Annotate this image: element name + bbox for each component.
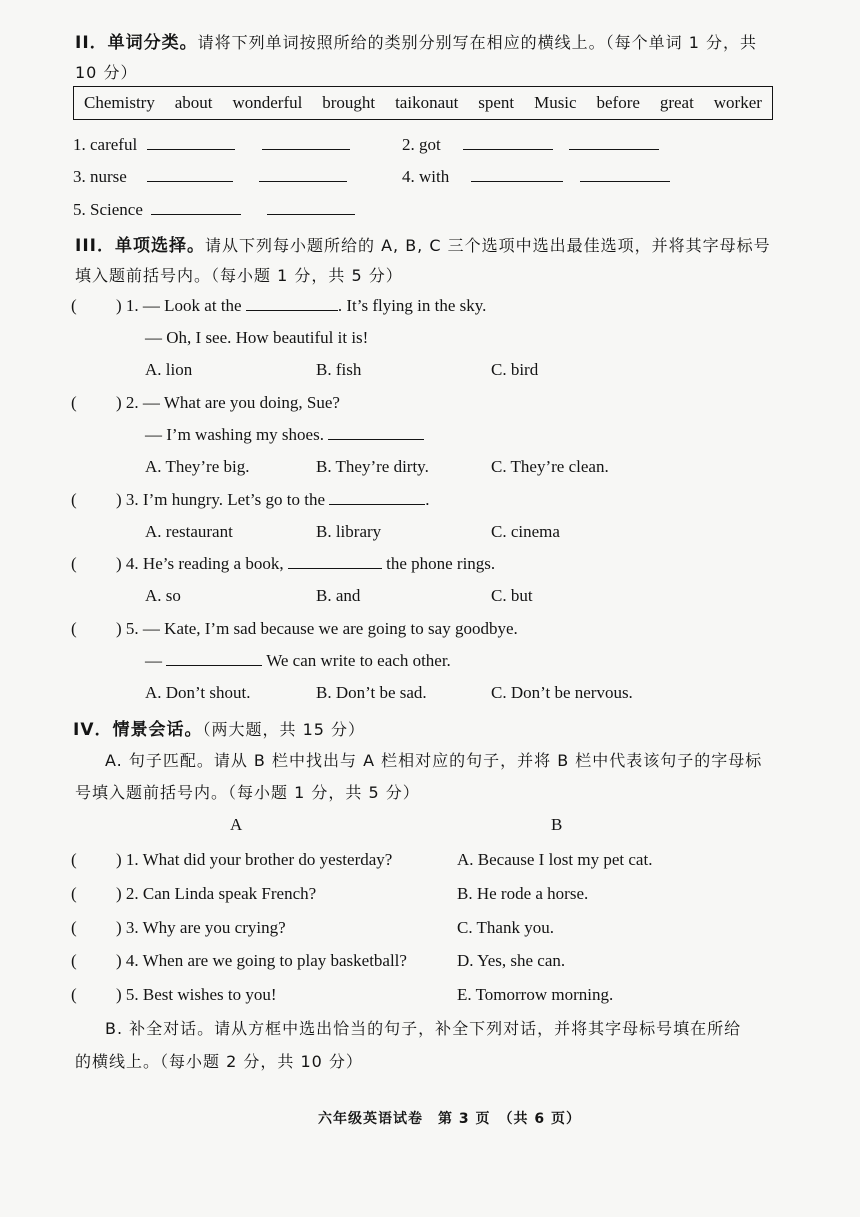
sec4-title-suffix: （两大题，共 15 分）	[202, 720, 366, 739]
match-left-1: ) 1. What did your brother do yesterday?	[116, 850, 393, 869]
sec2-instruction-text: 请将下列单词按照所给的类别分别写在相应的横线上。（每个单词 1 分，共	[197, 33, 758, 52]
answer-blank[interactable]	[328, 425, 424, 440]
sec4-title: IV．情景会话。	[73, 720, 203, 740]
sec4-title-line	[73, 715, 365, 740]
category-5	[73, 200, 355, 220]
match-left-3: ) 3. Why are you crying?	[116, 918, 286, 937]
answer-paren[interactable]: (	[71, 393, 77, 412]
category-3	[73, 167, 347, 187]
q3-option-b[interactable]: B. library	[316, 522, 382, 541]
page-footer: 六年级英语试卷 第 3 页 （共 6 页）	[318, 1111, 581, 1127]
q1-option-a[interactable]: A. lion	[145, 360, 193, 379]
q5-stem: ) 5. — Kate, I’m sad because we are going to say goodbye.	[116, 619, 518, 638]
q4-option-c[interactable]: C. but	[491, 586, 533, 605]
answer-paren[interactable]: (	[71, 884, 77, 903]
answer-blank[interactable]	[288, 554, 382, 569]
q1-option-b[interactable]: B. fish	[316, 360, 362, 379]
category-label: 1. careful	[73, 135, 138, 154]
answer-paren[interactable]: (	[71, 296, 77, 315]
q3-option-a[interactable]: A. restaurant	[145, 522, 233, 541]
answer-blank[interactable]	[259, 167, 347, 182]
answer-paren[interactable]: (	[71, 951, 77, 970]
match-left-5: ) 5. Best wishes to you!	[116, 985, 277, 1004]
q2-reply-text: — I’m washing my shoes.	[145, 425, 324, 444]
match-right-c: C. Thank you.	[457, 918, 554, 937]
answer-paren[interactable]: (	[71, 918, 77, 937]
q1-stem	[116, 296, 486, 316]
answer-paren[interactable]: (	[71, 619, 77, 638]
q2-stem: ) 2. — What are you doing, Sue?	[116, 393, 340, 412]
q2-option-a[interactable]: A. They’re big.	[145, 457, 250, 476]
q4-text-end: the phone rings.	[386, 554, 496, 573]
q5-reply	[145, 651, 451, 671]
column-b-header: B	[551, 815, 563, 834]
category-label: 5. Science	[73, 200, 143, 219]
sec2-title: II．单词分类。	[75, 33, 198, 53]
word: before	[596, 93, 640, 112]
q5-option-b[interactable]: B. Don’t be sad.	[316, 683, 427, 702]
word: brought	[322, 93, 376, 112]
q5-option-a[interactable]: A. Don’t shout.	[145, 683, 251, 702]
word: about	[174, 93, 213, 112]
match-right-e: E. Tomorrow morning.	[457, 985, 614, 1004]
word: Chemistry	[84, 93, 155, 112]
q5-option-c[interactable]: C. Don’t be nervous.	[491, 683, 633, 702]
answer-blank[interactable]	[463, 135, 553, 150]
word: spent	[478, 93, 515, 112]
q2-reply	[145, 425, 424, 445]
q4-stem	[116, 554, 495, 574]
q2-option-b[interactable]: B. They’re dirty.	[316, 457, 429, 476]
answer-blank[interactable]	[267, 200, 355, 215]
category-2	[402, 135, 659, 155]
match-right-b: B. He rode a horse.	[457, 884, 589, 903]
answer-paren[interactable]: (	[71, 985, 77, 1004]
word: taikonaut	[395, 93, 459, 112]
sec4a-instruction-line1: A. 句子匹配。请从 B 栏中找出与 A 栏相对应的句子，并将 B 栏中代表该句子的字母标	[105, 751, 763, 770]
answer-blank[interactable]	[569, 135, 659, 150]
word: Music	[534, 93, 577, 112]
match-left-2: ) 2. Can Linda speak French?	[116, 884, 317, 903]
match-right-a: A. Because I lost my pet cat.	[457, 850, 653, 869]
q3-text-end: .	[425, 490, 430, 509]
sec3-instruction-line1	[75, 231, 771, 256]
q3-option-c[interactable]: C. cinema	[491, 522, 560, 541]
answer-blank[interactable]	[580, 167, 670, 182]
q5-reply-text: We can write to each other.	[266, 651, 451, 670]
answer-blank[interactable]	[471, 167, 563, 182]
answer-paren[interactable]: (	[71, 850, 77, 869]
q5-dash: —	[145, 651, 162, 670]
answer-paren[interactable]: (	[71, 490, 77, 509]
word: great	[659, 93, 694, 112]
q1-text: ) 1. — Look at the	[116, 296, 242, 315]
sec3-title: III．单项选择。	[75, 236, 205, 256]
q1-text-end: . It’s flying in the sky.	[337, 296, 487, 315]
match-right-d: D. Yes, she can.	[457, 951, 566, 970]
word: wonderful	[232, 93, 303, 112]
answer-blank[interactable]	[166, 651, 262, 666]
answer-blank[interactable]	[151, 200, 241, 215]
q3-text: ) 3. I’m hungry. Let’s go to the	[116, 490, 325, 509]
sec2-instruction-line1	[75, 28, 757, 53]
column-a-header: A	[230, 815, 243, 834]
answer-paren[interactable]: (	[71, 554, 77, 573]
q1-option-c[interactable]: C. bird	[491, 360, 539, 379]
q3-stem	[116, 490, 430, 510]
q4-option-a[interactable]: A. so	[145, 586, 181, 605]
q2-option-c[interactable]: C. They’re clean.	[491, 457, 609, 476]
q1-reply: — Oh, I see. How beautiful it is!	[145, 328, 369, 347]
word: worker	[713, 93, 762, 112]
category-4	[402, 167, 670, 187]
answer-blank[interactable]	[246, 296, 338, 311]
answer-blank[interactable]	[262, 135, 350, 150]
answer-blank[interactable]	[147, 135, 235, 150]
sec3-instruction-text: 请从下列每小题所给的 A, B, C 三个选项中选出最佳选项，并将其字母标号	[204, 236, 771, 255]
category-label: 2. got	[402, 135, 441, 154]
sec2-instruction-line2: 10 分）	[75, 63, 138, 82]
q4-option-b[interactable]: B. and	[316, 586, 361, 605]
sec4a-instruction-line2: 号填入题前括号内。（每小题 1 分，共 5 分）	[75, 783, 420, 802]
category-label: 4. with	[402, 167, 450, 186]
category-1	[73, 135, 350, 155]
q4-text: ) 4. He’s reading a book,	[116, 554, 284, 573]
sec4b-instruction-line2: 的横线上。（每小题 2 分，共 10 分）	[75, 1052, 363, 1071]
category-label: 3. nurse	[73, 167, 127, 186]
sec3-instruction-line2: 填入题前括号内。（每小题 1 分，共 5 分）	[75, 266, 403, 285]
sec4b-instruction-line1: B. 补全对话。请从方框中选出恰当的句子，补全下列对话，并将其字母标号填在所给	[105, 1019, 742, 1038]
answer-blank[interactable]	[329, 490, 425, 505]
answer-blank[interactable]	[147, 167, 233, 182]
word-box	[73, 86, 773, 120]
match-left-4: ) 4. When are we going to play basketball?	[116, 951, 407, 970]
